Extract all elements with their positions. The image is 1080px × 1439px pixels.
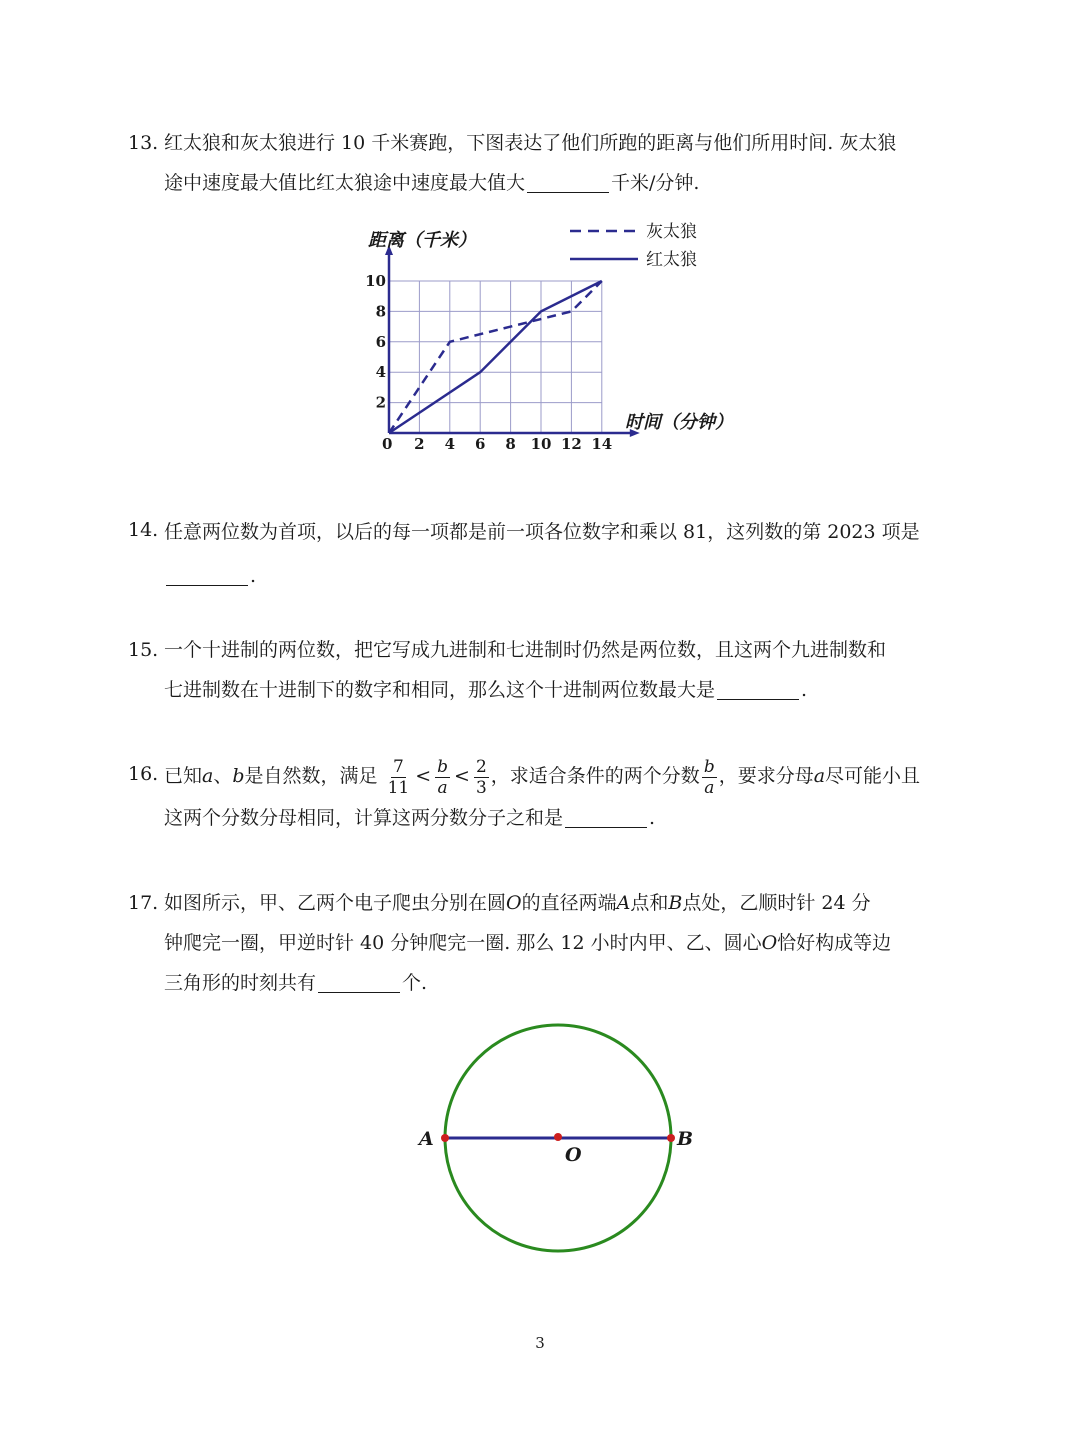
circle-figure <box>400 1015 720 1275</box>
answer-blank[interactable] <box>717 675 799 700</box>
legend-label: 灰太狼 <box>646 222 697 242</box>
question-number: 16. <box>128 763 159 785</box>
q16-text-1: 已知 <box>164 765 203 787</box>
fraction-denominator: 3 <box>475 777 487 798</box>
q17-text: 点和 <box>630 892 669 914</box>
origin-label: 0 <box>382 435 393 453</box>
var-o: O <box>761 932 778 954</box>
q14-period: . <box>250 565 257 587</box>
fraction-numerator: 7 <box>393 756 404 777</box>
question-16 <box>128 752 958 848</box>
answer-blank[interactable] <box>166 561 248 586</box>
fraction-7-11 <box>386 757 412 798</box>
y-tick-label: 2 <box>375 393 386 412</box>
q16-text-5: 尽可能小且 <box>825 765 921 787</box>
q16-sep: 、 <box>213 765 233 787</box>
legend-label: 红太狼 <box>646 250 697 270</box>
y-tick-label: 10 <box>365 272 386 290</box>
point-a <box>441 1134 449 1142</box>
point-o <box>554 1133 562 1141</box>
question-text <box>164 752 958 848</box>
y-tick-label: 8 <box>375 302 386 321</box>
question-number: 14. <box>128 519 159 541</box>
series-line-hong-tai-lang <box>389 281 602 433</box>
q13-line1: 红太狼和灰太狼进行 10 千米赛跑，下图表达了他们所跑的距离与他们所用时间. 灰太狼 <box>164 132 897 154</box>
question-text <box>164 123 958 203</box>
question-number: 13. <box>128 132 159 154</box>
fraction-numerator: 2 <box>475 756 487 777</box>
question-17 <box>128 883 958 1003</box>
page-number: 3 <box>535 1334 545 1352</box>
question-13 <box>128 123 958 203</box>
q16-text-4: ，要求分母 <box>718 765 814 787</box>
question-text <box>164 883 958 1003</box>
x-tick-label: 2 <box>414 435 425 453</box>
fraction-denominator: a <box>437 777 448 798</box>
answer-blank[interactable] <box>565 803 647 828</box>
x-tick-label: 6 <box>474 435 486 453</box>
label-b: B <box>677 1128 694 1150</box>
fraction-denominator: 11 <box>387 777 410 798</box>
fraction-b-a <box>435 757 450 798</box>
q14-line1: 任意两位数为首项，以后的每一项都是前一项各位数字和乘以 81，这列数的第 2023 项是 <box>164 521 920 543</box>
y-tick-label: 4 <box>375 363 386 382</box>
q17-text: 个. <box>402 972 428 994</box>
q16-text-3: ，求适合条件的两个分数 <box>490 765 700 787</box>
question-text <box>164 630 958 710</box>
q17-text: 点处，乙顺时针 24 分 <box>682 892 871 914</box>
q16-period: . <box>649 807 656 829</box>
distance-time-chart <box>352 220 772 460</box>
question-15 <box>128 630 958 710</box>
question-number: 15. <box>128 639 159 661</box>
answer-blank[interactable] <box>527 168 609 193</box>
x-tick-label: 8 <box>505 435 516 453</box>
chart-series <box>389 281 602 433</box>
var-a-point: A <box>616 892 631 914</box>
less-than: < <box>415 765 432 787</box>
var-b-point: B <box>668 892 683 914</box>
q17-text: 恰好构成等边 <box>777 932 892 954</box>
y-tick-label: 6 <box>375 332 386 351</box>
x-axis-label: 时间（分钟） <box>625 412 733 433</box>
fraction-b-a-2 <box>702 757 717 798</box>
fraction-numerator: b <box>703 756 715 777</box>
x-tick-label: 10 <box>530 435 552 453</box>
question-number: 17. <box>128 892 159 914</box>
q13-line2: 途中速度最大值比红太狼途中速度最大值大 <box>164 172 526 194</box>
x-tick-label: 4 <box>444 435 456 453</box>
question-14 <box>128 510 958 598</box>
q16-text-2: 是自然数，满足 <box>244 765 378 787</box>
less-than: < <box>454 765 470 787</box>
q17-text: 如图所示，甲、乙两个电子爬虫分别在圆 <box>164 892 507 914</box>
q15-line2: 七进制数在十进制下的数字和相同，那么这个十进制两位数最大是 <box>164 679 716 701</box>
question-text <box>164 510 958 598</box>
fraction-2-3 <box>474 757 489 798</box>
q17-text: 的直径两端 <box>521 892 617 914</box>
q13-unit: 千米/分钟. <box>611 172 700 194</box>
label-o: O <box>565 1144 582 1166</box>
chart-legend <box>570 222 697 270</box>
x-tick-label: 14 <box>591 435 613 453</box>
var-a: a <box>813 765 826 787</box>
q16-line2: 这两个分数分母相同，计算这两分数分子之和是 <box>164 807 564 829</box>
fraction-denominator: a <box>704 777 715 798</box>
var-a: a <box>202 765 214 787</box>
label-a: A <box>419 1128 434 1150</box>
q15-line1: 一个十进制的两位数，把它写成九进制和七进制时仍然是两位数，且这两个九进制数和 <box>164 639 887 661</box>
q17-text: 钟爬完一圈，甲逆时针 40 分钟爬完一圈. 那么 12 小时内甲、乙、圆心 <box>164 932 762 954</box>
x-tick-label: 12 <box>560 435 582 453</box>
point-b <box>667 1134 675 1142</box>
answer-blank[interactable] <box>318 968 400 993</box>
var-b: b <box>232 765 245 787</box>
fraction-numerator: b <box>437 756 449 777</box>
q17-text: 三角形的时刻共有 <box>164 972 317 994</box>
q15-period: . <box>801 679 808 701</box>
var-o: O <box>506 892 522 914</box>
y-axis-label: 距离（千米） <box>368 230 476 251</box>
